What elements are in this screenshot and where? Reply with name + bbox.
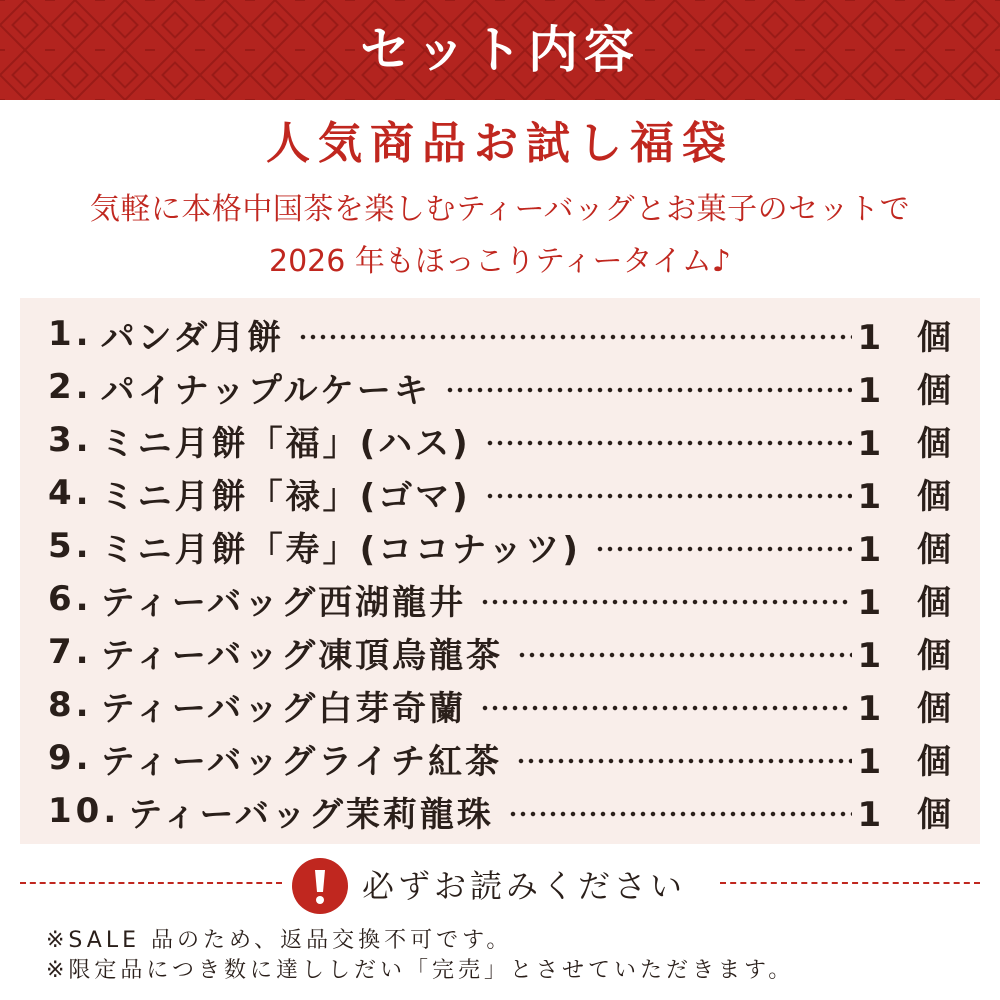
dot-leader xyxy=(485,493,852,499)
dot-leader xyxy=(516,758,851,764)
item-name: パイナップルケーキ xyxy=(100,370,431,411)
item-quantity: 1 個 xyxy=(857,741,963,782)
item-quantity: 1 個 xyxy=(857,423,963,464)
dot-leader xyxy=(298,334,851,340)
dot-leader xyxy=(595,546,852,552)
item-number: 3. xyxy=(48,420,93,460)
dot-leader xyxy=(517,652,851,658)
tagline-line2: 2026 年もほっこりティータイム♪ xyxy=(268,244,732,279)
dot-leader xyxy=(480,599,851,605)
contents-list xyxy=(20,298,980,844)
item-number: 4. xyxy=(48,473,93,513)
notice-note: ※限定品につき数に達ししだい「完売」とさせていただきます。 xyxy=(46,958,795,983)
item-number: 5. xyxy=(48,526,93,566)
item-quantity: 1 個 xyxy=(857,529,963,570)
list-item xyxy=(48,520,963,572)
item-number: 7. xyxy=(48,632,93,672)
item-quantity: 1 個 xyxy=(857,317,963,358)
page-title: セット内容 xyxy=(360,21,640,79)
list-item xyxy=(48,467,963,519)
item-number: 1. xyxy=(48,314,93,354)
item-number: 2. xyxy=(48,367,93,407)
notice-label: 必ずお読みください xyxy=(362,867,687,905)
campaign-title: 人気商品お試し福袋 xyxy=(266,118,734,169)
notice-note: ※SALE 品のため、返品交換不可です。 xyxy=(46,928,513,953)
item-number: 9. xyxy=(48,738,93,778)
item-number: 8. xyxy=(48,685,93,725)
list-item xyxy=(48,414,963,466)
notice-header xyxy=(0,852,1000,912)
list-item xyxy=(48,361,963,413)
item-name: パンダ月餅 xyxy=(100,317,285,358)
divider-left xyxy=(20,882,282,884)
list-item xyxy=(48,732,963,784)
list-item xyxy=(48,679,963,731)
list-item xyxy=(48,785,963,837)
item-name: ティーバッグ凍頂烏龍茶 xyxy=(100,635,504,676)
list-item xyxy=(48,626,963,678)
item-name: ミニ月餅「福」(ハス) xyxy=(100,423,471,464)
item-name: ミニ月餅「禄」(ゴマ) xyxy=(100,476,471,517)
item-quantity: 1 個 xyxy=(857,635,963,676)
item-name: ティーバッグ白芽奇蘭 xyxy=(100,688,467,729)
item-name: ミニ月餅「寿」(ココナッツ) xyxy=(100,529,581,570)
item-name: ティーバッグライチ紅茶 xyxy=(100,741,503,782)
dot-leader xyxy=(445,387,852,393)
item-quantity: 1 個 xyxy=(857,370,963,411)
dot-leader xyxy=(480,705,851,711)
item-name: ティーバッグ西湖龍井 xyxy=(100,582,467,623)
item-number: 10. xyxy=(48,791,121,831)
item-number: 6. xyxy=(48,579,93,619)
item-quantity: 1 個 xyxy=(857,476,963,517)
dot-leader xyxy=(508,811,852,817)
item-name: ティーバッグ茉莉龍珠 xyxy=(128,794,494,835)
header-banner xyxy=(0,0,1000,100)
item-quantity: 1 個 xyxy=(857,582,963,623)
divider-right xyxy=(720,882,980,884)
dot-leader xyxy=(485,440,852,446)
item-quantity: 1 個 xyxy=(857,688,963,729)
exclamation-icon xyxy=(292,858,348,914)
tagline-line1: 気軽に本格中国茶を楽しむティーバッグとお菓子のセットで xyxy=(89,192,911,227)
item-quantity: 1 個 xyxy=(857,794,963,835)
list-item xyxy=(48,573,963,625)
list-item xyxy=(48,308,963,360)
